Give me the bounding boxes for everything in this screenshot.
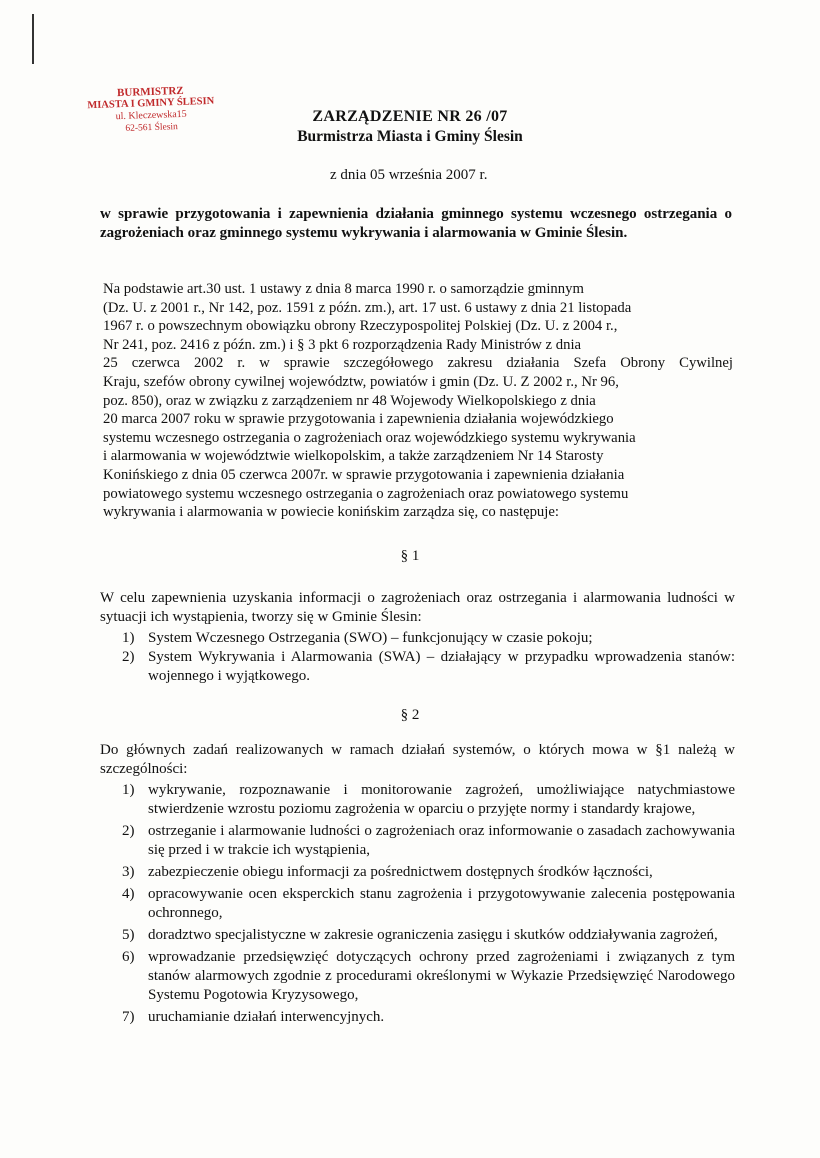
list-item xyxy=(100,948,735,1005)
section-1-heading: § 1 xyxy=(400,548,420,564)
list-number: 4) xyxy=(122,886,135,902)
preamble-line: Konińskiego z dnia 05 czerwca 2007r. w sprawie przygotowania i zapewnienia działania xyxy=(103,466,625,483)
list-item xyxy=(100,863,735,882)
list-item xyxy=(100,1008,735,1027)
section-1-list xyxy=(100,629,735,686)
document-title: ZARZĄDZENIE NR 26 /07 xyxy=(312,108,508,125)
stamp-line: 62-561 Ślesin xyxy=(125,122,179,134)
preamble-line: poz. 850), oraz w związku z zarządzeniem nr 48 Wojewody Wielkopolskiego z dnia xyxy=(103,392,596,409)
list-item xyxy=(100,885,735,923)
list-item xyxy=(100,781,735,819)
list-number: 1) xyxy=(122,630,135,646)
list-text: System Wczesnego Ostrzegania (SWO) – funkcjonujący w czasie pokoju; xyxy=(148,630,593,646)
section-2-list xyxy=(100,781,735,1030)
section-2-intro: Do głównych zadań realizowanych w ramach działań systemów, o których mowa w §1 należą w szczególności: xyxy=(100,742,735,777)
preamble-line: i alarmowania w województwie wielkopolskim, a także zarządzeniem Nr 14 Starosty xyxy=(103,448,604,465)
stamp-line: ul. Kleczewska15 xyxy=(115,108,187,123)
preamble-line: Kraju, szefów obrony cywilnej województw, powiatów i gmin (Dz. U. Z 2002 r., Nr 96, xyxy=(103,373,619,390)
list-number: 7) xyxy=(122,1009,135,1025)
document-subtitle: Burmistrza Miasta i Gminy Ślesin xyxy=(297,128,523,145)
list-number: 5) xyxy=(122,927,135,943)
list-text: System Wykrywania i Alarmowania (SWA) – działający w przypadku wprowadzenia stanów: wojennego i wyjątkowego. xyxy=(148,649,735,684)
preamble xyxy=(103,280,733,522)
list-item xyxy=(100,629,735,648)
list-number: 6) xyxy=(122,949,135,965)
preamble-line: 25 czerwca 2002 r. w sprawie szczegółowego zakresu działania Szefa Obrony Cywilnej xyxy=(103,355,733,372)
list-text: wprowadzanie przedsięwzięć dotyczących ochrony przed zagrożeniami i związanych z tym stanów alarmowych zgodnie z procedurami określonymi w Wykazie Przedsięwzięć Narodowego Systemu Pogotowia Kryzysowego, xyxy=(148,949,735,1003)
preamble-line: systemu wczesnego ostrzegania o zagrożeniach oraz wojewódzkiego systemu wykrywania xyxy=(103,429,636,446)
preamble-line: powiatowego systemu wczesnego ostrzegania o zagrożeniach oraz powiatowego systemu xyxy=(103,485,629,502)
list-text: opracowywanie ocen eksperckich stanu zagrożenia i przygotowywanie zalecenia postępowania ochronnego, xyxy=(148,886,735,921)
list-text: ostrzeganie i alarmowanie ludności o zagrożeniach oraz informowanie o zasadach zachowywania się przed i w trakcie ich wystąpienia, xyxy=(148,823,735,858)
list-text: zabezpieczenie obiegu informacji za pośrednictwem dostępnych środków łączności, xyxy=(148,864,653,880)
section-2-heading: § 2 xyxy=(400,707,420,723)
list-item xyxy=(100,822,735,860)
section-1-intro: W celu zapewnienia uzyskania informacji o zagrożeniach oraz ostrzegania i alarmowania ludności w sytuacji ich wystąpienia, tworzy się w Gminie Ślesin: xyxy=(100,590,735,625)
list-number: 2) xyxy=(122,649,135,665)
stamp-line: BURMISTRZ xyxy=(116,84,184,100)
stamp-line: MIASTA I GMINY ŚLESIN xyxy=(87,95,215,112)
list-text: doradztwo specjalistyczne w zakresie ograniczenia zasięgu i skutków oddziaływania zagrożeń, xyxy=(148,927,718,943)
preamble-line: (Dz. U. z 2001 r., Nr 142, poz. 1591 z późn. zm.), art. 17 ust. 6 ustawy z dnia 21 listopada xyxy=(103,299,632,316)
list-item xyxy=(100,926,735,945)
document-subject: w sprawie przygotowania i zapewnienia działania gminnego systemu wczesnego ostrzegania o zagrożeniach oraz gminnego systemu wykrywania i alarmowania w Gminie Ślesin. xyxy=(100,206,732,241)
preamble-line: Na podstawie art.30 ust. 1 ustawy z dnia 8 marca 1990 r. o samorządzie gminnym xyxy=(103,281,584,297)
preamble-line: 1967 r. o powszechnym obowiązku obrony Rzeczypospolitej Polskiej (Dz. U. z 2004 r., xyxy=(103,318,618,335)
list-item xyxy=(100,648,735,686)
margin-mark xyxy=(32,14,34,64)
list-number: 2) xyxy=(122,823,135,839)
list-number: 3) xyxy=(122,864,135,880)
document-date: z dnia 05 września 2007 r. xyxy=(330,167,488,183)
list-number: 1) xyxy=(122,782,135,798)
list-text: uruchamianie działań interwencyjnych. xyxy=(148,1009,385,1025)
preamble-line: 20 marca 2007 roku w sprawie przygotowania i zapewnienia działania wojewódzkiego xyxy=(103,411,614,428)
list-text: wykrywanie, rozpoznawanie i monitorowanie zagrożeń, umożliwiające natychmiastowe stwierdzenie wzrostu poziomu zagrożenia w oparciu o przyjęte normy i standardy krajowe, xyxy=(148,782,735,817)
preamble-line: wykrywania i alarmowania w powiecie konińskim zarządza się, co następuje: xyxy=(103,504,559,521)
preamble-line: Nr 241, poz. 2416 z późn. zm.) i § 3 pkt 6 rozporządzenia Rady Ministrów z dnia xyxy=(103,336,582,353)
